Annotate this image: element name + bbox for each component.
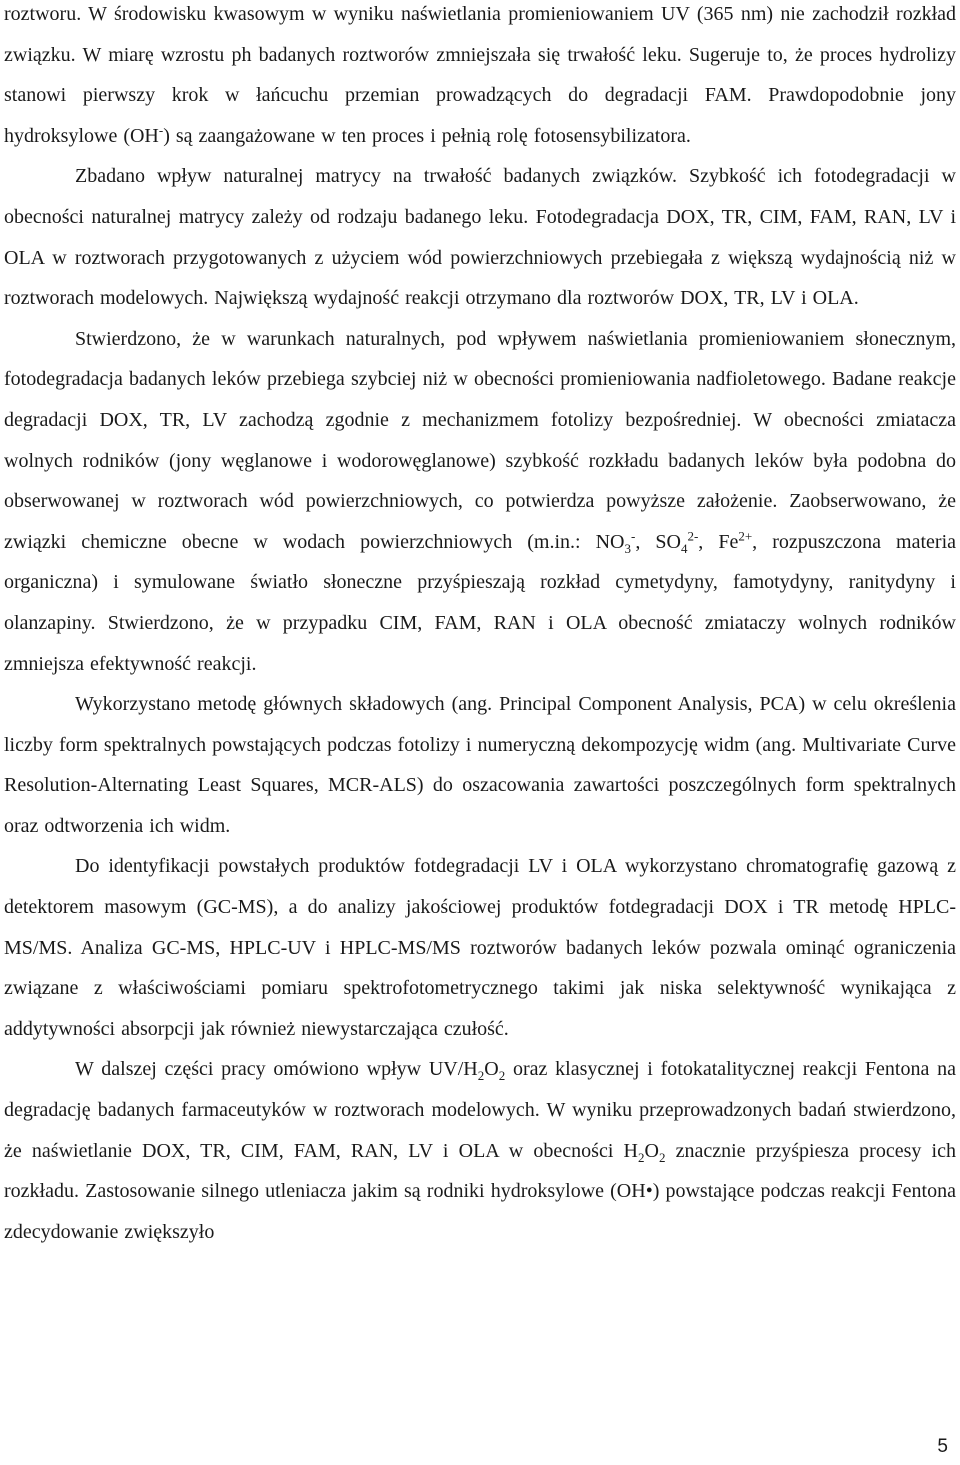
text-run: Zbadano wpływ naturalnej matrycy na trwałość badanych związków. Szybkość ich fotodegradacji w obecności naturalnej matrycy zależy od rodzaju badanego leku. Fotodegradacja DOX, TR, CIM, FAM, RAN, LV i OLA w roztworach przygotowanych z użyciem wód powierzchniowych przebiegała z większą wydajnością niż w roztworach modelowych. Największą wydajność reakcji otrzymano dla roztworów DOX, TR, LV i OLA. xyxy=(4,165,956,310)
superscript: - xyxy=(631,528,636,544)
subscript: 4 xyxy=(680,540,688,556)
subscript: 2 xyxy=(498,1068,506,1084)
page-number: 5 xyxy=(937,1436,948,1457)
text-run: ) są zaangażowane w ten proces i pełnią rolę fotosensybilizatora. xyxy=(163,124,691,147)
superscript: 2+ xyxy=(738,528,753,544)
text-run: Do identyfikacji powstałych produktów fotdegradacji LV i OLA wykorzystano chromatografię gazową z detektorem masowym (GC-MS), a do analizy jakościowej produktów fotdegradacji DOX i TR metodę HPLC-MS/MS. Analiza GC-MS, HPLC-UV i HPLC-MS/MS roztworów badanych leków pozwala ominąć ograniczenia związane z właściwościami pomiaru spektrofotometrycznego takimi jak niska selektywność wynikająca z addytywności absorpcji jak również niewystarczająca czułość. xyxy=(4,855,956,1040)
text-run: Wykorzystano metodę głównych składowych (ang. Principal Component Analysis, PCA) w celu określenia liczby form spektralnych powstających podczas fotolizy i numeryczną dekompozycję widm (ang. Multivariate Curve Resolution-Alternating Least Squares, MCR-ALS) do oszacowania zawartości poszczególnych form spektralnych oraz odtworzenia ich widm. xyxy=(4,693,956,837)
text-run: , SO xyxy=(635,530,681,553)
paragraph-natural-matrix xyxy=(4,156,956,318)
paragraph-solar-radiation xyxy=(4,319,956,684)
paragraph-hydrolysis xyxy=(4,0,956,156)
subscript: 3 xyxy=(624,540,632,556)
subscript: 2 xyxy=(658,1149,666,1165)
text-run: , Fe xyxy=(698,530,739,553)
text-run: W dalszej części pracy omówiono wpływ UV/H xyxy=(75,1058,478,1081)
paragraph-product-identification xyxy=(4,846,956,1049)
subscript: 2 xyxy=(477,1068,485,1084)
text-run: Stwierdzono, że w warunkach naturalnych, pod wpływem naświetlania promieniowaniem słonecznym, fotodegradacja badanych leków przebiega szybciej niż w obecności promieniowania nadfioletowego. Badane reakcje degradacji DOX, TR, LV zachodzą zgodnie z mechanizmem fotolizy bezpośredniej. W obecności zmiatacza wolnych rodników (jony węglanowe i wodorowęglanowe) szybkość rozkładu badanych leków była podobna do obserwowanej w roztworach wód powierzchniowych, co potwierdza powyższe założenie. Zaobserwowano, że związki chemiczne obecne w wodach powierzchniowych (m.in.: NO xyxy=(4,327,956,553)
paragraph-fenton-reaction xyxy=(4,1049,956,1252)
text-run: O xyxy=(644,1139,659,1162)
superscript: - xyxy=(158,122,164,138)
document-page xyxy=(4,0,956,1252)
subscript: 2 xyxy=(638,1149,645,1165)
text-run: O xyxy=(484,1058,499,1081)
text-run: oraz klasycznej i fotokatalitycznej reakcji Fentona na degradację badanych farmaceutyków w roztworach modelowych. W wyniku przeprowadzonych badań stwierdzono, że naświetlanie DOX, TR, CIM, FAM, RAN, LV i OLA w obecności H xyxy=(4,1058,956,1162)
text-run: roztworu. W środowisku kwasowym w wyniku naświetlania promieniowaniem UV (365 nm) nie zachodził rozkład związku. W miarę wzrostu ph badanych roztworów zmniejszała się trwałość leku. Sugeruje to, że proces hydrolizy stanowi pierwszy krok w łańcuchu przemian prowadzących do degradacji FAM. Prawdopodobnie jony hydroksylowe (OH xyxy=(4,3,956,147)
paragraph-pca-mcr-als xyxy=(4,684,956,846)
text-run: , rozpuszczona materia organiczna) i symulowane światło słoneczne przyśpieszają rozkład cymetydyny, famotydyny, ranitydyny i olanzapiny. Stwierdzono, że w przypadku CIM, FAM, RAN i OLA obecność zmiataczy wolnych rodników zmniejsza efektywność reakcji. xyxy=(4,530,957,675)
text-run: znacznie przyśpiesza procesy ich rozkładu. Zastosowanie silnego utleniacza jakim są rodniki hydroksylowe (OH•) powstające podczas reakcji Fentona zdecydowanie zwiększyło xyxy=(4,1139,956,1243)
superscript: 2- xyxy=(687,528,699,544)
